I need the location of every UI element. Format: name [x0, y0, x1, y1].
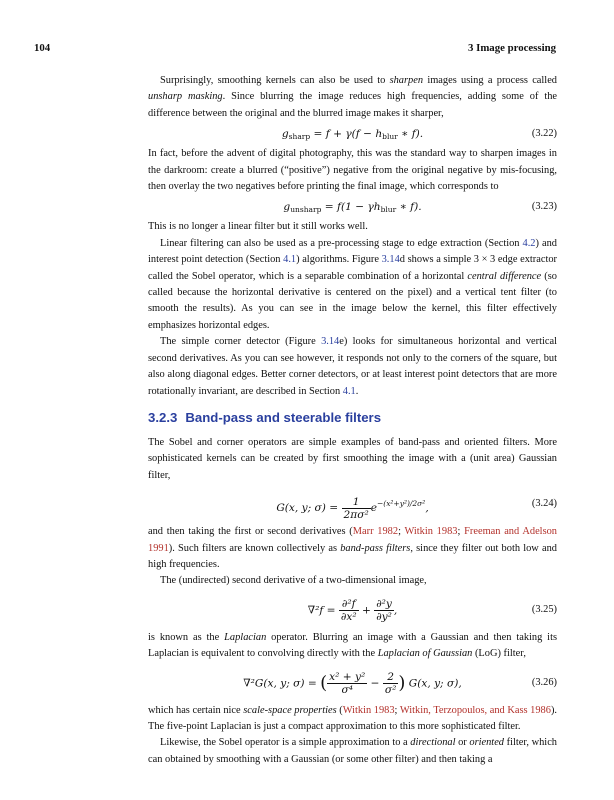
term-band-pass-filters: band-pass filters — [340, 542, 411, 554]
term-laplacian-of-gaussian: Laplacian of Gaussian — [377, 648, 473, 660]
term-scale-space-properties: scale-space properties — [243, 704, 337, 716]
term-unsharp-masking: unsharp masking — [148, 91, 223, 103]
paragraph-second-derivative: The (undirected) second derivative of a two-dimensional image, — [160, 575, 427, 587]
section-ref-link[interactable]: 4.1 — [342, 385, 356, 397]
paragraph-laplacian: is known as the Laplacian operator. Blurring an image with a Gaussian and then taking its Laplacian is equivalent to convolving directly with the Laplacian of Gaussian (LoG) filter, — [148, 631, 557, 660]
paragraph-darkroom: In fact, before the advent of digital photography, this was the standard way to sharpen images in the darkroom: create a blurred (“positive”) negative from the original negative by mis-focusing, then overlay the two negatives before printing the final image, which corresponds to — [148, 148, 557, 193]
figure-ref-link[interactable]: 3.14 — [321, 336, 340, 348]
section-heading: 3.2.3 Band-pass and steerable filters — [148, 409, 382, 425]
equation-3-24: G(x, y; σ) = $\frac{1}{\text{2πσ²}}$ $e^{-(x^2+y^2)/2\sigma^2}$, (3.24) — [148, 484, 557, 524]
paragraph-sobel: Linear filtering can also be used as a pre-processing stage to edge extraction (Section 4.2) and interest point detection (Section 4.1) algorithms. Figure 3.14d shows a simple 3 × 3 edge extractor called the Sobel operator, which is a separable combination of a horizontal central difference (so called because the horizontal derivative is centered on the pixel) and a vertical tent filter (to smooth the results). As you can see in the image below the kernel, this filter effectively emphasizes horizontal edges. — [148, 237, 558, 331]
citation-link[interactable]: Witkin, Terzopoulos, and Kass 1986 — [399, 704, 551, 716]
paragraph-scale-space: which has certain nice scale-space properties (Witkin 1983; Witkin, Terzopoulos, and Kass 1986). The five-point Laplacian is just a compact approximation to this more sophisticated filter. — [148, 704, 557, 732]
paragraph-corner-detector: The simple corner detector (Figure 3.14e) looks for simultaneous horizontal and vertical second derivatives. As you can see however, it responds not only to the corners of the square, but also along diagonal edges. Better corner detectors, or at least interest point detectors that are more rotationally invariant, are described in Section 4.1. — [148, 336, 558, 397]
figure-ref-link[interactable]: 3.14 — [381, 254, 400, 266]
section-ref-link[interactable]: 4.2 — [522, 237, 536, 249]
equation-number: (3.22) — [531, 128, 557, 140]
body-text — [148, 73, 557, 768]
citation-link[interactable]: Witkin 1983 — [342, 704, 395, 716]
term-sharpen: sharpen — [389, 75, 424, 86]
paragraph-derivatives: and then taking the first or second derivatives (Marr 1982; Witkin 1983; Freeman and Adelson 1991). Such filters are known collectively as band-pass filters, since they filter out both low and high frequencies. — [148, 526, 557, 570]
equation-number: (3.26) — [531, 676, 557, 688]
term-laplacian: Laplacian — [224, 631, 267, 643]
term-directional: directional — [410, 737, 456, 749]
equation-3-23: $g_{unsharp} = f(1 - \gamma h_{blur}$ ∗ f). (3.23) — [148, 195, 557, 219]
equation-3-22: $g_{sharp} = f + \gamma(f - h_{blur}$ ∗ f). (3.22) — [148, 122, 557, 146]
citation-link[interactable]: Witkin 1983 — [404, 526, 458, 538]
paragraph-band-pass-intro: The Sobel and corner operators are simple examples of band-pass and oriented filters. More sophisticated kernels can be created by first smoothing the image with a (unit area) Gaussian filter, — [148, 436, 557, 481]
paragraph-oriented-filter: Likewise, the Sobel operator is a simple approximation to a directional or oriented filter, which can obtained by smoothing with a Gaussian (or some other filter) and then taking a — [148, 737, 557, 765]
paragraph-nonlinear: This is no longer a linear filter but it still works well. — [148, 221, 368, 233]
section-ref-link[interactable]: 4.1 — [283, 254, 297, 266]
paragraph-unsharp-intro: Surprisingly, smoothing kernels can also be used to sharpen images using a process called unsharp masking. Since blurring the image reduces high frequencies, adding some of the difference between the original and the blurred image makes it sharper, — [148, 75, 558, 119]
equation-3-26: ∇²G(x, y; σ) = ( $\frac{\text{x² + y²}}{\text{σ⁴}}$ − $\frac{2}{\text{σ²}}$ ) G(x, y; σ), (3.26) — [243, 670, 557, 696]
citation-link[interactable]: Freeman and Adelson 1991 — [148, 526, 557, 554]
equation-number: (3.24) — [531, 498, 557, 510]
equation-3-25: ∇²f = $\frac{\text{∂²f}}{\text{∂x²}}$ + $\frac{\text{∂²y}}{\text{∂y²}}$ , (3.25) — [307, 597, 557, 623]
equation-number: (3.23) — [531, 201, 557, 213]
term-oriented: oriented — [469, 737, 505, 749]
term-central-difference: central difference — [467, 270, 542, 282]
citation-link[interactable]: Marr 1982 — [352, 526, 399, 538]
chapter-title: 3 Image processing — [468, 42, 556, 54]
page-number: 104 — [34, 42, 51, 54]
equation-number: (3.25) — [531, 603, 557, 615]
